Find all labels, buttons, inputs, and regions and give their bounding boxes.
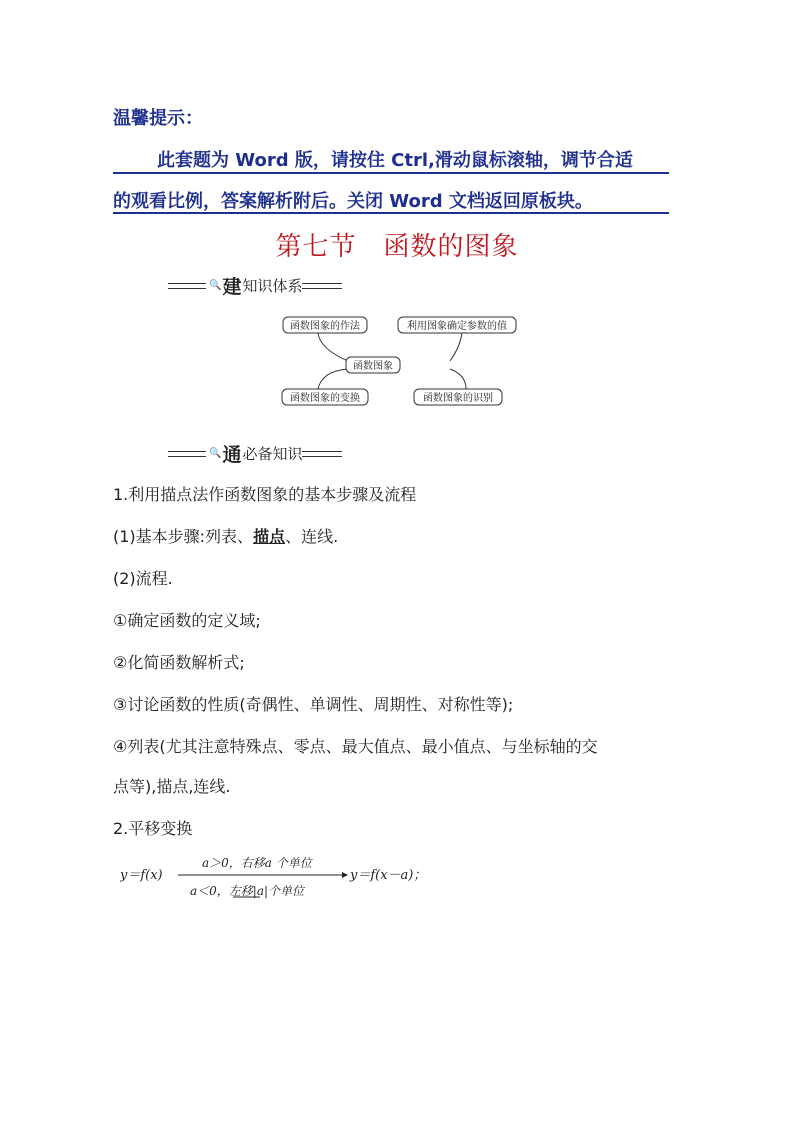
paragraph-3: (2)流程. [113,569,173,588]
formula-arrow-head [342,872,348,878]
mindmap-node-label: 函数图象的变换 [290,393,360,404]
paragraph-6: ③讨论函数的性质(奇偶性、单调性、周期性、对称性等); [113,695,514,714]
page-title: 第七节 函数的图象 [275,232,519,262]
paragraph-7: ④列表(尤其注意特殊点、零点、最大值点、最小值点、与坐标轴的交 [113,737,598,756]
mindmap-node-label: 函数图象的作法 [290,321,360,332]
section-prefix-char: 建 [222,276,242,298]
paragraph-2 [113,524,338,547]
mindmap-center-label: 函数图象 [353,361,393,372]
double-rule-left [168,451,206,457]
paragraph-2-emphasis: 描点 [253,527,286,546]
section-prefix-char: 通 [222,444,242,466]
paragraph-2-text: (1)基本步骤:列表、 [113,527,254,546]
double-rule-left [168,283,206,289]
formula-top: a＞0，右移a 个单位 [202,856,312,870]
mindmap-node-label: 函数图象的识别 [423,393,493,404]
section-required-knowledge [168,440,342,467]
formula-left: y＝f(x) [120,868,163,883]
paragraph-8: 点等),描点,连线. [113,777,231,796]
magnifier-icon: 🔍 [209,280,222,291]
section-label: 知识体系 [242,277,303,295]
tip-line-1: 此套题为 Word 版，请按住 Ctrl,滑动鼠标滚轴，调节合适 [157,150,633,171]
paragraph-5: ②化简函数解析式; [113,653,245,672]
mindmap-diagram [270,309,530,409]
formula-right: y＝f(x－a)； [350,868,427,883]
mindmap-node-label: 利用图象确定参数的值 [407,321,507,332]
paragraph-9: 2.平移变换 [113,819,193,838]
section-knowledge-system [168,272,342,299]
mindmap-connector [450,333,462,361]
formula-bottom: a＜0，左移|a|个单位 [190,884,305,898]
section-label: 必备知识 [242,445,303,463]
paragraph-2-text-end: 、连线. [285,527,339,546]
mindmap-connector [318,369,348,389]
mindmap-connector [318,333,348,361]
tip-line-2: 的观看比例，答案解析附后。关闭 Word 文档返回原板块。 [113,191,593,212]
shift-formula [120,853,460,901]
paragraph-1: 1.利用描点法作函数图象的基本步骤及流程 [113,485,417,504]
tip-underline-2 [113,212,669,214]
double-rule-right [302,451,342,457]
mindmap-connector [450,369,466,389]
tip-underline-1 [113,172,669,174]
tip-title: 温馨提示： [113,108,203,129]
magnifier-icon: 🔍 [209,448,222,459]
paragraph-4: ①确定函数的定义域; [113,611,261,630]
double-rule-right [302,283,342,289]
